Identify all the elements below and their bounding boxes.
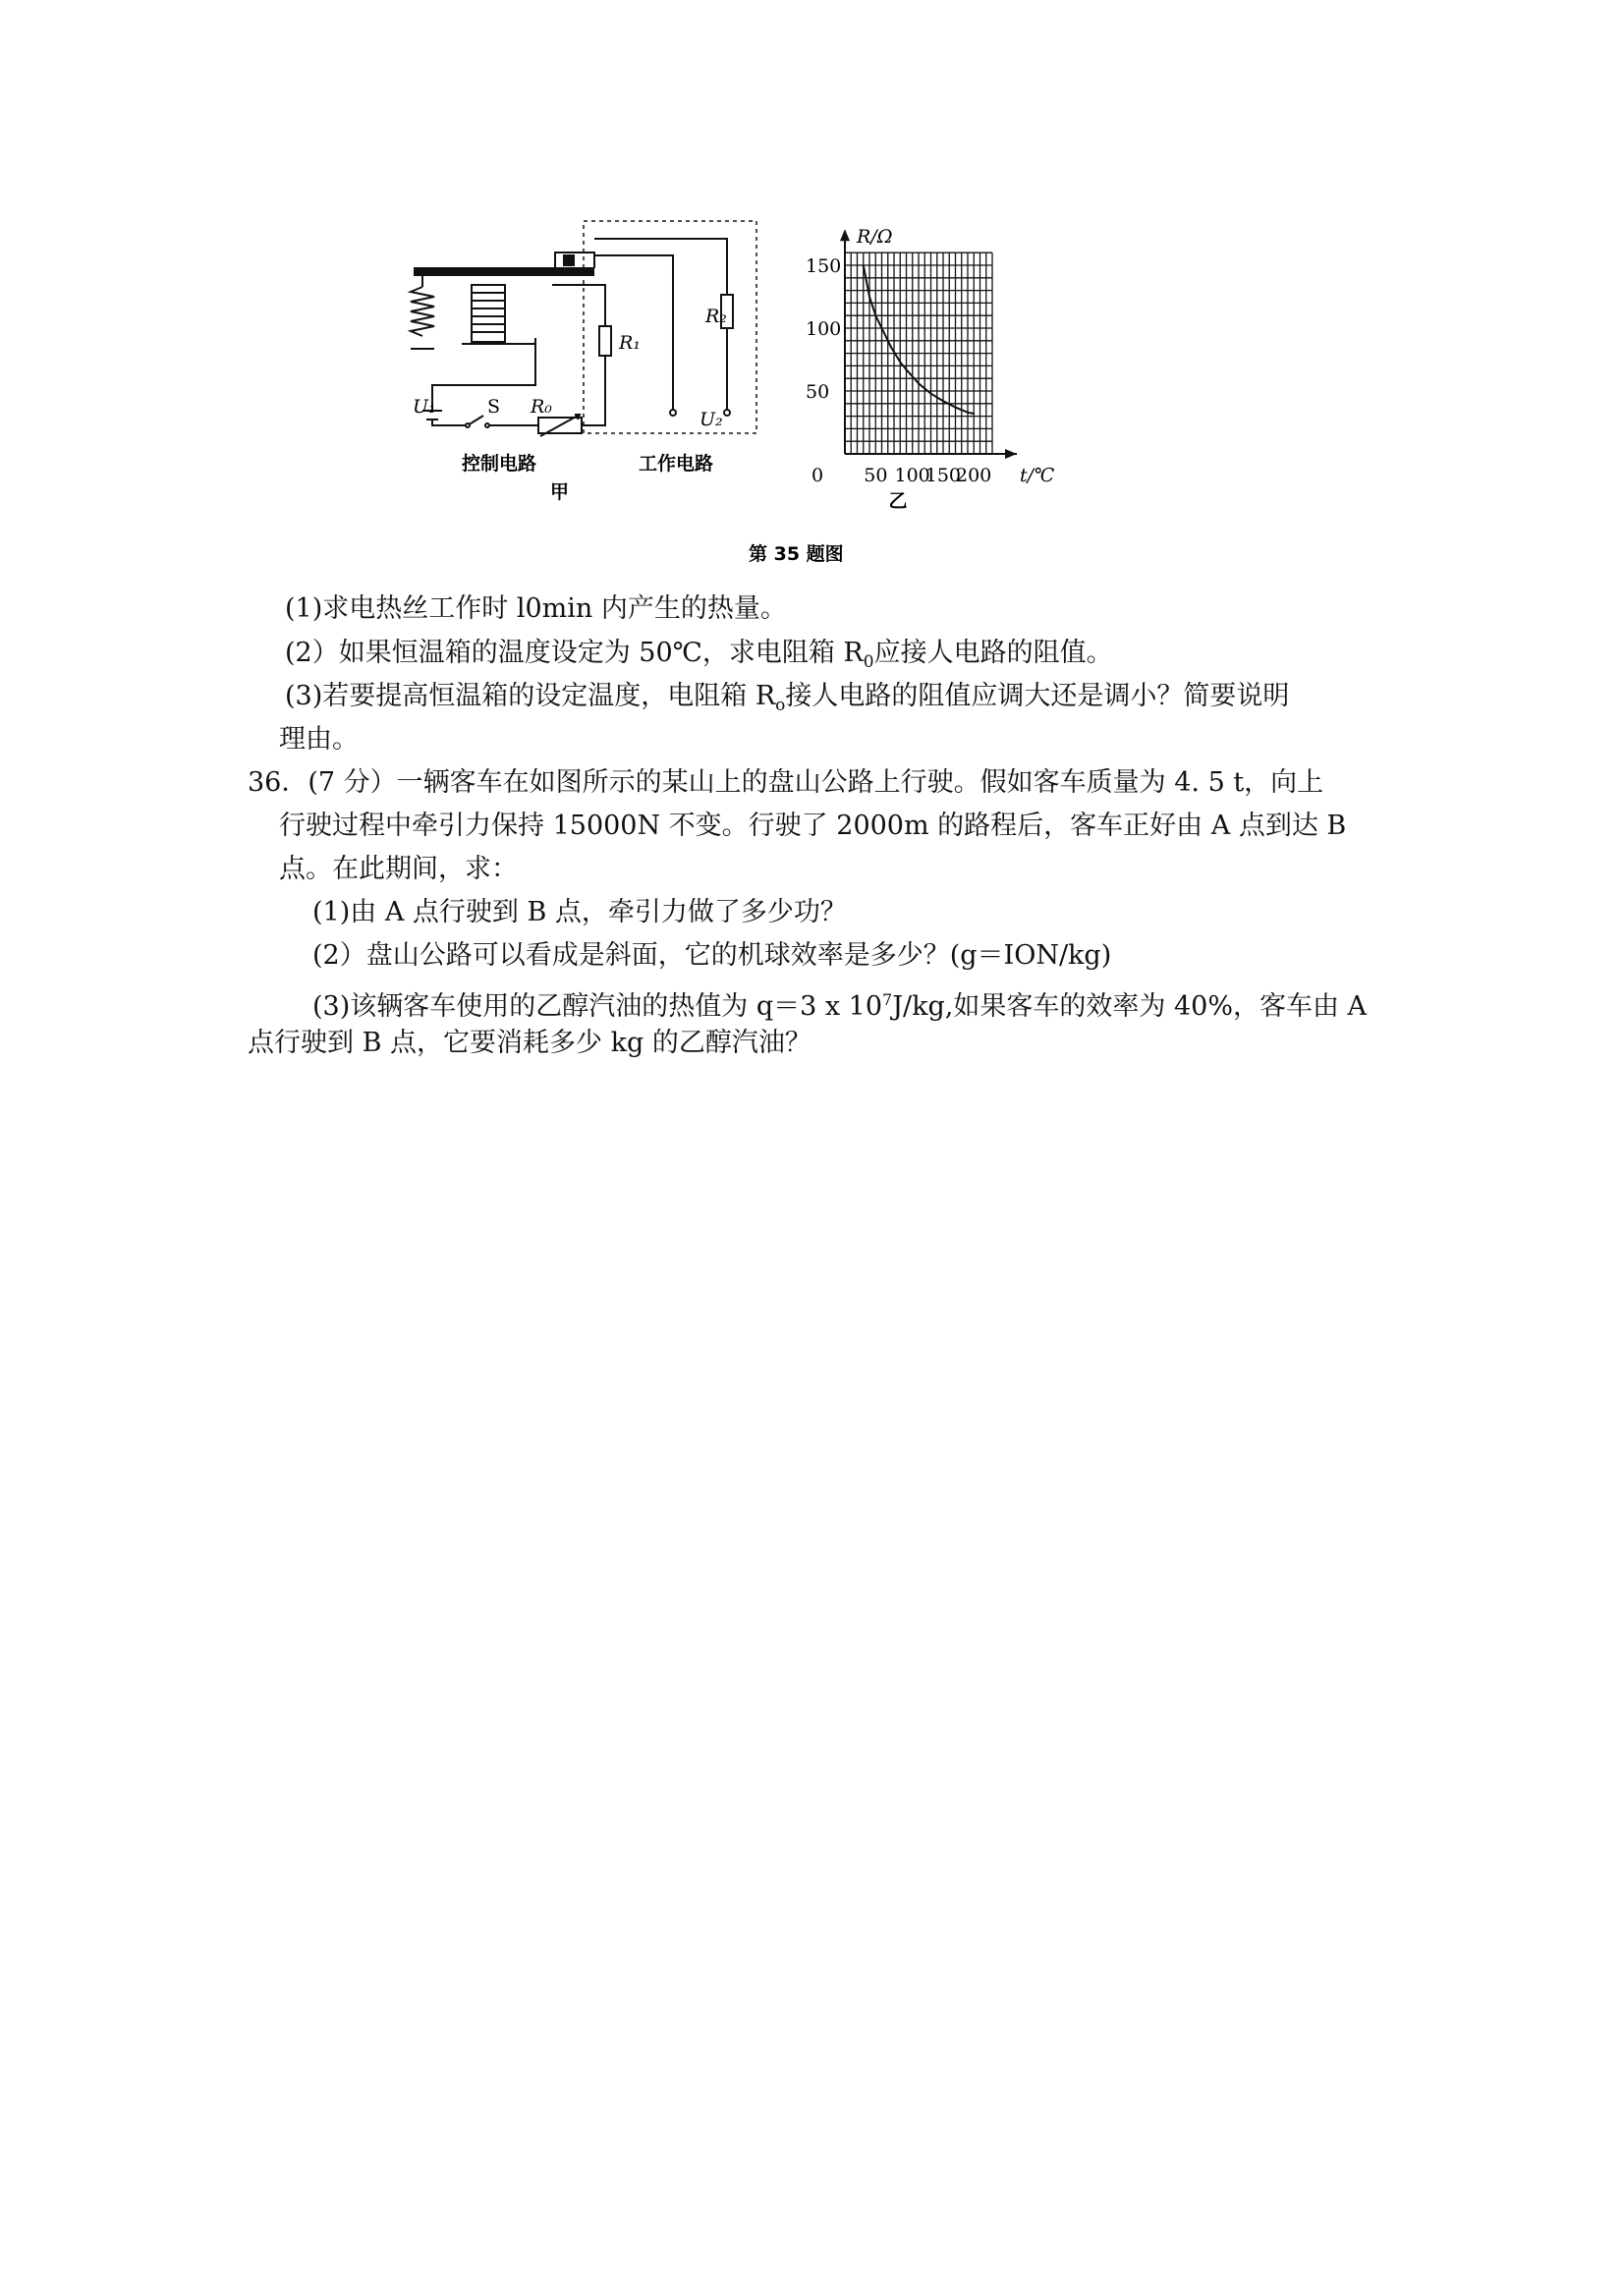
data-point — [868, 296, 870, 298]
q35-part3 — [285, 675, 1289, 727]
x-tick-label: 100 — [894, 465, 930, 486]
q35-part3-text-b: 接人电路的阻值应调大还是调小？简要说明 — [785, 681, 1290, 711]
q36-part3-cont: 点行驶到 B 点，它要消耗多少 kg 的乙醇汽油？ — [248, 1028, 812, 1058]
q36-part1: (1)由 A 点行驶到 B 点，牵引力做了多少功？ — [312, 897, 847, 927]
label-u2: U₂ — [700, 409, 723, 430]
q36-part3-sup: 7 — [882, 990, 893, 1009]
q35-part3-cont: 理由。 — [279, 724, 359, 755]
x-tick-label: 0 — [812, 465, 824, 486]
q36-line1: 36．(7 分）一辆客车在如图所示的某山上的盘山公路上行驶。假如客车质量为 4. 5 t，向上 — [248, 767, 1324, 798]
q35-part1: (1)求电热丝工作时 l0min 内产生的热量。 — [285, 593, 787, 624]
y-tick-label: 50 — [806, 381, 830, 403]
data-point — [973, 413, 975, 415]
data-point — [918, 382, 920, 384]
label-r0: R₀ — [531, 396, 552, 418]
label-u1: U₁ — [413, 396, 436, 418]
x-tick-label: 200 — [956, 465, 992, 486]
q36-part3-text-a: (3)该辆客车使用的乙醇汽油的热值为 q＝3 x 10 — [312, 991, 883, 1022]
data-point — [955, 407, 957, 409]
data-point — [906, 368, 908, 370]
figure-35 — [393, 216, 1179, 575]
data-point — [967, 412, 969, 414]
x-tick-label: 150 — [924, 465, 962, 486]
q35-part2-sub: 0 — [863, 652, 874, 672]
chart-axes — [840, 229, 1017, 459]
data-point — [899, 362, 901, 364]
label-jia: 甲 — [550, 481, 570, 503]
data-point — [881, 327, 883, 329]
y-tick-label: 150 — [806, 255, 842, 277]
x-axis-arrow — [1005, 449, 1017, 459]
label-control-circuit: 控制电路 — [462, 453, 537, 475]
y-tick-label: 100 — [806, 318, 842, 340]
resistance-temperature-chart — [393, 216, 1179, 575]
q35-part2-text-b: 应接人电路的阻值。 — [873, 638, 1113, 668]
chart-xlabel: t/℃ — [1020, 465, 1055, 486]
data-point — [874, 314, 876, 316]
data-point — [930, 393, 932, 395]
label-r1: R₁ — [619, 332, 641, 354]
data-point — [890, 346, 892, 348]
label-s: S — [487, 396, 501, 418]
q36-part2: (2）盘山公路可以看成是斜面，它的机球效率是多少？(g＝ION/kg) — [312, 940, 1112, 971]
data-point — [863, 264, 865, 266]
label-work-circuit: 工作电路 — [639, 453, 714, 475]
data-point — [942, 400, 944, 402]
label-yi: 乙 — [888, 490, 908, 512]
q36-line2: 行驶过程中牵引力保持 15000N 不变。行驶了 2000m 的路程后，客车正好由 A 点到达 B — [279, 811, 1347, 841]
figure-caption: 第 35 题图 — [749, 543, 844, 565]
label-r2: R₂ — [705, 306, 727, 327]
q35-part3-sub: o — [775, 696, 786, 715]
x-tick-label: 50 — [864, 465, 888, 486]
y-axis-arrow — [840, 229, 850, 241]
chart-ylabel: R/Ω — [857, 226, 893, 249]
q36-line3: 点。在此期间，求： — [279, 854, 518, 884]
q35-part3-text-a: (3)若要提高恒温箱的设定温度，电阻箱 R — [285, 681, 776, 711]
q36-part3-text-b: J/kg,如果客车的效率为 40%，客车由 A — [892, 991, 1368, 1022]
q35-part2-text-a: (2）如果恒温箱的温度设定为 50℃，求电阻箱 R — [285, 638, 864, 668]
